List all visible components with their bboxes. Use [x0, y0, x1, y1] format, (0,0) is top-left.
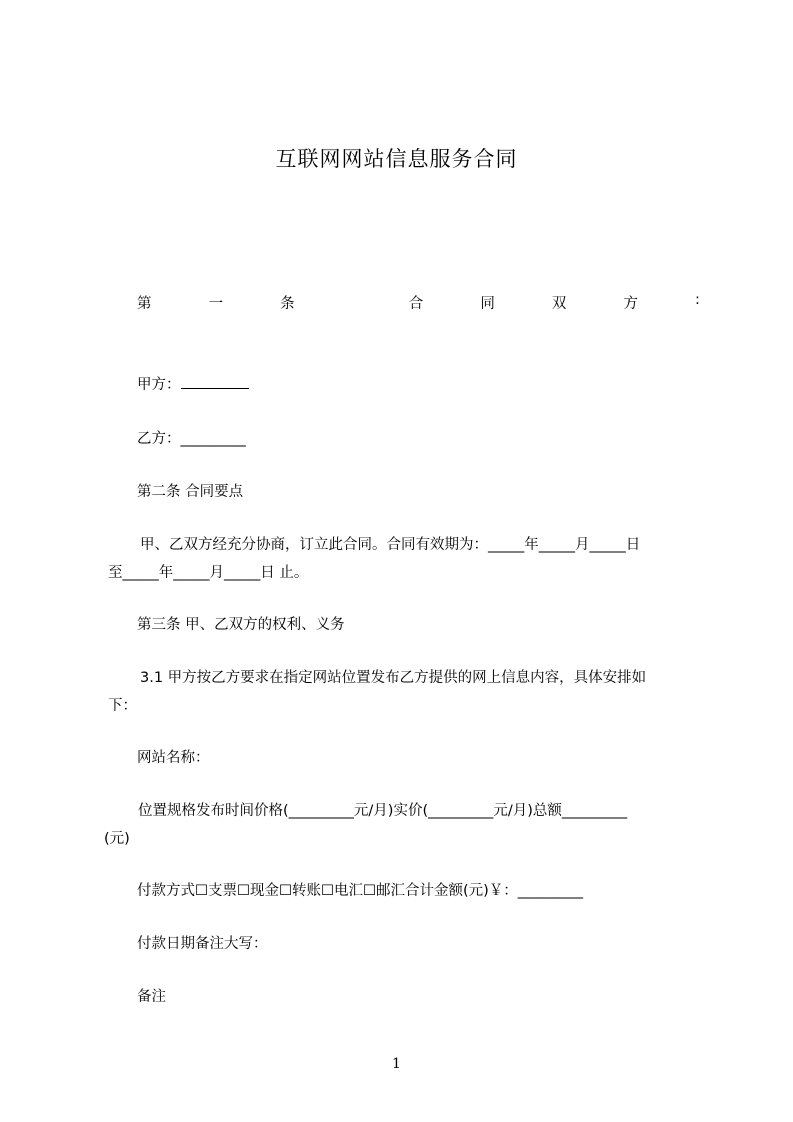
article-1-char: 双 [551, 296, 567, 312]
price-line-1: 位置规格发布时间价格(_________元/月)实价(_________元/月)总额_________ [138, 803, 628, 819]
party-b-blank: _________ [180, 431, 246, 447]
document-title: 互联网网站信息服务合同 [275, 147, 518, 171]
article-1-char: 第 [137, 296, 152, 312]
party-a-blank [181, 376, 249, 389]
party-a-label: 甲方： [137, 377, 181, 393]
clause-3-1-line-2: 下： [108, 698, 137, 714]
site-name-label: 网站名称： [137, 750, 210, 766]
page-number: 1 [392, 1056, 401, 1072]
article-1-char: 同 [480, 296, 495, 312]
article-1-char: 一 [208, 296, 224, 312]
payment-date-line: 付款日期备注大写： [137, 936, 268, 952]
article-1-char: 方 [623, 296, 638, 312]
party-b-label: 乙方： [137, 431, 181, 447]
article-1-char: : [695, 292, 700, 308]
article-2-line-2: 至_____年_____月_____日 止。 [108, 565, 309, 581]
article-1-heading [137, 292, 700, 313]
party-b-line [137, 427, 246, 448]
article-3-heading: 第三条 甲、乙双方的权利、义务 [137, 617, 345, 633]
article-1-char: 合 [408, 296, 424, 312]
remark-label: 备注 [137, 989, 166, 1005]
party-a-line [137, 373, 249, 394]
payment-method-line: 付款方式☐支票☐现金☐转账☐电汇☐邮汇合计金额(元)￥：_________ [137, 883, 584, 899]
clause-3-1-line-1: 3.1 甲方按乙方要求在指定网站位置发布乙方提供的网上信息内容，具体安排如 [140, 670, 647, 686]
article-2-line-1: 甲、乙双方经充分协商，订立此合同。合同有效期为：_____年_____月_____日 [140, 537, 641, 553]
article-1-char: 条 [280, 296, 295, 312]
article-2-heading: 第二条 合同要点 [137, 484, 244, 500]
price-line-2: (元) [104, 831, 130, 847]
